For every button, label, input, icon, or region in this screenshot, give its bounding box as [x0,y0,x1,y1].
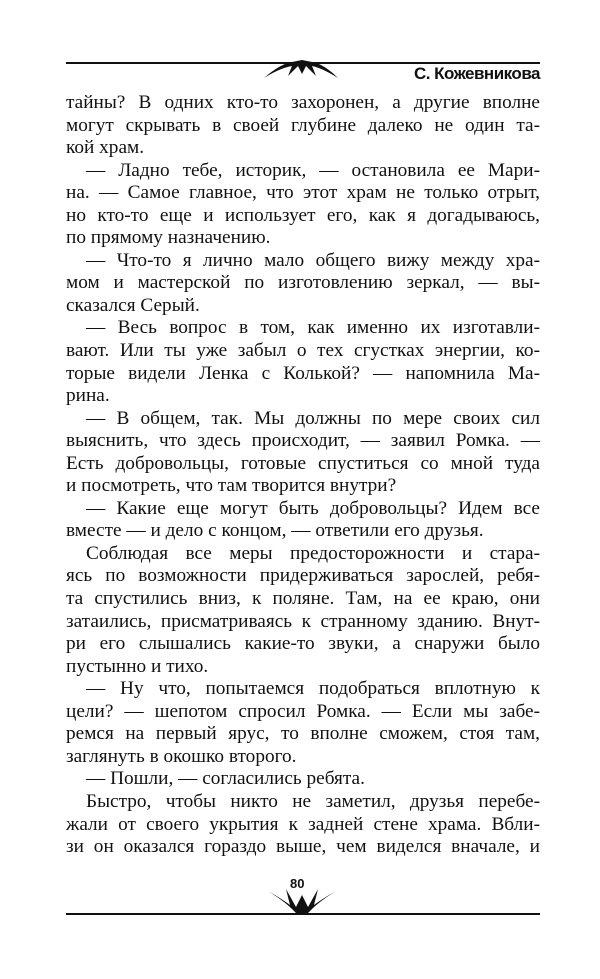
text-line: мом и мастерской по изготовлению зеркал, — вы- [66,272,540,294]
text-line: на. — Самое главное, что этот храм не только отрыт, [66,182,540,204]
paragraph [66,160,540,250]
text-line: — Ладно тебе, историк, — остановила ее Мари- [86,159,540,181]
body-text [66,92,540,859]
text-line: тайны? В одних кто-то захоронен, а другие вполне [66,92,540,113]
paragraph [66,768,540,791]
text-line: могут скрывать в своей глубине далеко не один та- [66,114,540,136]
paragraph [66,250,540,318]
header-ornament-icon [262,58,342,80]
text-line: рина. [66,385,110,407]
text-line: затаились, присматриваясь к странному зданию. Внут- [66,610,540,632]
paragraph [66,92,540,160]
paragraph [66,498,540,543]
text-line: — В общем, так. Мы должны по мере своих сил [86,407,540,429]
text-line: жали от своего укрытия к задней стене храма. Вбли- [66,813,540,835]
text-line: зи он оказался гораздо выше, чем виделся вначале, и [66,836,540,858]
text-line: по прямому назначению. [66,227,271,249]
text-line: Быстро, чтобы никто не заметил, друзья перебе- [86,790,540,812]
footer-rule [66,913,540,915]
text-line: Есть добровольцы, готовые спуститься со мной туда [66,452,540,474]
paragraph [66,543,540,678]
text-line: цели? — шепотом спросил Ромка. — Если мы забе- [66,700,540,722]
page-number: 80 [290,876,305,891]
text-line: пустынно и тихо. [66,655,209,677]
paragraph [66,678,540,768]
text-line: — Какие еще могут быть добровольцы? Идем все [86,497,540,519]
footer-ornament-icon [262,885,342,915]
text-line: — Пошли, — согласились ребята. [86,768,365,790]
text-line: — Ну что, попытаемся подобраться вплотную к [86,678,540,700]
text-line: но кто-то еще и использует его, как я догадываюсь, [66,204,540,226]
text-line: вают. Или ты уже забыл о тех сгустках энергии, ко- [66,340,540,362]
text-line: — Весь вопрос в том, как именно их изготавли- [86,317,540,339]
text-line: Соблюдая все меры предосторожности и стара- [86,542,540,564]
text-line: — Что-то я лично мало общего вижу между хра- [86,249,540,271]
text-line: выяснить, что здесь происходит, — заявил Ромка. — [66,430,540,452]
text-line: и посмотреть, что там творится внутри? [66,475,397,497]
text-line: та спустились вниз, к поляне. Там, на ее краю, они [66,588,540,610]
text-line: сказался Серый. [66,294,200,316]
paragraph [66,408,540,498]
text-line: ясь по возможности придерживаться зарослей, ребя- [66,565,540,587]
running-header-author: С. Кожевникова [413,64,540,83]
text-line: ри его слышались какие-то звуки, а снаружи было [66,633,540,655]
paragraph [66,791,540,859]
text-line: заглянуть в окошко второго. [66,745,297,767]
paragraph [66,317,540,407]
text-line: кой храм. [66,137,145,159]
text-line: торые видели Ленка с Колькой? — напомнила Ма- [66,362,540,384]
text-line: ремся на первый ярус, то вполне сможем, стоя там, [66,723,540,745]
text-line: вместе — и дело с концом, — ответили его друзья. [66,520,484,542]
